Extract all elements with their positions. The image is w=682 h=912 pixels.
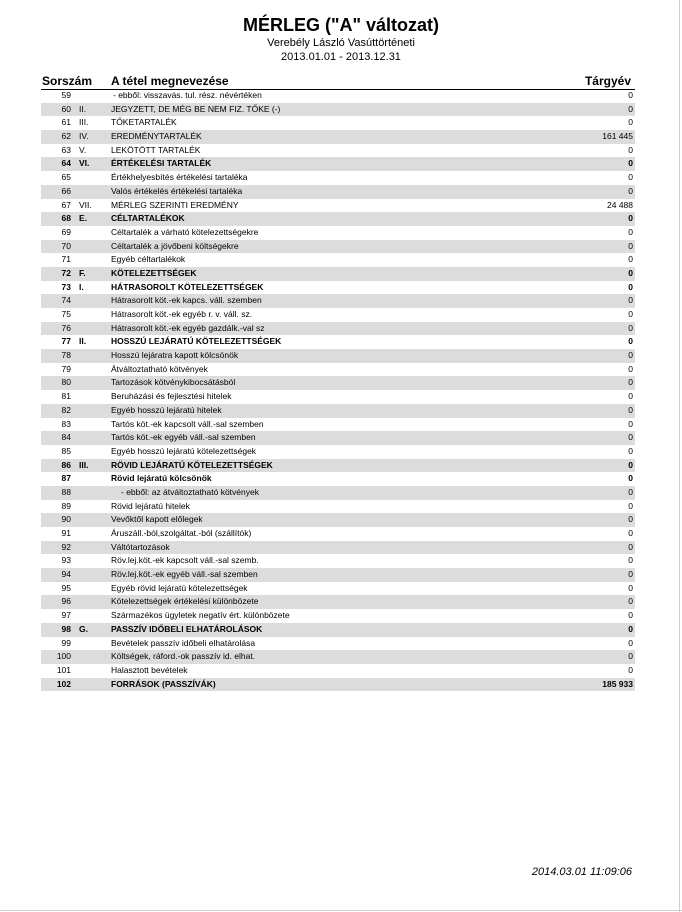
row-value: 0: [628, 569, 633, 580]
row-value: 0: [628, 391, 633, 402]
row-number: 62: [61, 131, 71, 142]
row-number: 76: [61, 322, 71, 333]
row-section: E.: [79, 213, 88, 224]
row-value: 0: [628, 432, 633, 443]
row-item-name: Értékhelyesbítés értékelési tartaléka: [111, 172, 248, 183]
table-row: [41, 349, 635, 363]
row-section: IV.: [79, 131, 89, 142]
row-section: VI.: [79, 158, 90, 169]
row-section: VII.: [79, 199, 92, 210]
table-row: [41, 554, 635, 568]
row-section: III.: [79, 459, 89, 470]
row-value: 0: [628, 117, 633, 128]
row-number: 91: [61, 528, 71, 538]
print-timestamp: 2014.03.01 11:09:06: [531, 866, 632, 878]
row-value: 0: [628, 240, 633, 251]
row-item-name: Beruházási és fejlesztési hitelek: [111, 391, 232, 402]
row-value: 0: [628, 623, 633, 634]
row-item-name: EREDMÉNYTARTALÉK: [111, 131, 202, 142]
row-item-name: Tartós köt.-ek kapcsolt váll.-sal szemben: [111, 418, 264, 429]
table-row: [41, 637, 635, 651]
table-row: [41, 513, 635, 527]
row-value: 0: [628, 158, 633, 169]
table-row: [41, 664, 635, 678]
row-item-name: Röv.lej.köt.-ek egyéb váll.-sal szemben: [111, 569, 258, 580]
row-number: 59: [61, 90, 71, 100]
row-number: 75: [61, 309, 71, 319]
row-item-name: CÉLTARTALÉKOK: [111, 213, 185, 224]
table-row: [41, 500, 635, 514]
row-item-name: Céltartalék a jövőbeni költségekre: [111, 240, 239, 251]
row-number: 101: [56, 664, 71, 675]
row-number: 95: [61, 582, 71, 593]
table-row: [41, 294, 635, 308]
row-item-name: KÖTELEZETTSÉGEK: [111, 267, 197, 278]
row-value: 0: [628, 172, 633, 183]
table-row: [41, 322, 635, 336]
row-value: 24 488: [607, 199, 633, 210]
table-row: [41, 541, 635, 555]
row-item-name: - ebből: visszavás. tul. rész. névértéken: [113, 90, 262, 100]
row-number: 96: [61, 596, 71, 607]
row-value: 0: [628, 610, 633, 621]
row-number: 93: [61, 555, 71, 566]
row-value: 0: [628, 363, 633, 374]
row-item-name: FORRÁSOK (PASSZÍVÁK): [111, 678, 216, 689]
row-value: 0: [628, 90, 633, 100]
row-section: III.: [79, 117, 89, 128]
row-value: 0: [628, 336, 633, 347]
column-header-number: Sorszám: [42, 74, 93, 88]
row-item-name: Egyéb hosszú lejáratú hitelek: [111, 404, 222, 415]
report-period: 2013.01.01 - 2013.12.31: [281, 51, 401, 63]
row-section: II.: [79, 103, 87, 114]
row-value: 0: [628, 418, 633, 429]
table-row: [41, 363, 635, 377]
row-number: 90: [61, 514, 71, 525]
row-number: 74: [61, 295, 71, 306]
row-item-name: Tartozások kötvénykibocsátásból: [111, 377, 236, 388]
column-header-row: [41, 73, 635, 90]
row-number: 87: [61, 473, 71, 484]
row-number: 67: [61, 199, 71, 210]
row-item-name: JEGYZETT, DE MÉG BE NEM FIZ. TŐKE (-): [111, 103, 281, 114]
row-number: 92: [61, 541, 71, 552]
table-row: [41, 157, 635, 171]
organization-name: Verebély László Vasúttörténeti: [267, 37, 415, 49]
row-item-name: Származékos ügyletek negatív ért. különbözete: [111, 610, 290, 621]
row-number: 82: [61, 404, 71, 415]
row-item-name: RÖVID LEJÁRATÚ KÖTELEZETTSÉGEK: [111, 459, 273, 470]
table-row: [41, 185, 635, 199]
row-number: 60: [61, 103, 71, 114]
row-item-name: Rövid lejáratú hitelek: [111, 500, 190, 511]
row-item-name: HÁTRASOROLT KÖTELEZETTSÉGEK: [111, 281, 264, 292]
row-value: 0: [628, 459, 633, 470]
row-number: 79: [61, 363, 71, 374]
table-row: [41, 459, 635, 473]
table-row: [41, 130, 635, 144]
table-row: [41, 445, 635, 459]
row-number: 88: [61, 486, 71, 497]
row-section: II.: [79, 336, 87, 347]
row-item-name: Bevételek passzív időbeli elhatárolása: [111, 637, 256, 648]
table-row: [41, 144, 635, 158]
table-row: [41, 103, 635, 117]
row-item-name: Hátrasorolt köt.-ek kapcs. váll. szemben: [111, 295, 262, 306]
page-edge-bottom: [0, 910, 682, 911]
row-value: 0: [628, 664, 633, 675]
row-value: 0: [628, 528, 633, 538]
row-value: 0: [628, 267, 633, 278]
row-number: 98: [61, 623, 71, 634]
table-row: [41, 171, 635, 185]
row-value: 0: [628, 473, 633, 484]
row-item-name: Halasztott bevételek: [111, 664, 188, 675]
row-section: V.: [79, 144, 87, 155]
page-edge-right: [679, 0, 680, 912]
row-number: 80: [61, 377, 71, 388]
report-header: [0, 14, 682, 64]
row-value: 0: [628, 582, 633, 593]
column-header-value: Tárgyév: [584, 74, 631, 88]
row-value: 0: [628, 555, 633, 566]
row-section: F.: [79, 267, 86, 278]
row-item-name: Költségek, ráford.-ok passzív id. elhat.: [111, 651, 256, 662]
row-number: 64: [61, 158, 71, 169]
row-value: 0: [628, 377, 633, 388]
table-row: [41, 472, 635, 486]
table-row: [41, 568, 635, 582]
table-row: [41, 650, 635, 664]
row-value: 0: [628, 404, 633, 415]
row-item-name: Átváltoztatható kötvények: [111, 363, 208, 374]
table-row: [41, 418, 635, 432]
row-item-name: Rövid lejáratú kölcsönök: [111, 473, 212, 484]
row-number: 63: [61, 144, 71, 155]
row-number: 72: [61, 267, 71, 278]
row-number: 83: [61, 418, 71, 429]
row-value: 0: [628, 103, 633, 114]
row-value: 0: [628, 254, 633, 265]
table-row: [41, 390, 635, 404]
row-number: 65: [61, 172, 71, 183]
row-number: 97: [61, 610, 71, 621]
row-number: 85: [61, 445, 71, 456]
table-row: [41, 609, 635, 623]
column-header-name: A tétel megnevezése: [111, 74, 229, 88]
row-value: 0: [628, 596, 633, 607]
row-value: 161 445: [602, 131, 633, 142]
row-value: 0: [628, 226, 633, 237]
row-value: 0: [628, 213, 633, 224]
row-number: 99: [61, 637, 71, 648]
row-section: I.: [79, 281, 84, 292]
table-row: [41, 486, 635, 500]
row-item-name: Egyéb hosszú lejáratú kötelezettségek: [111, 445, 257, 456]
table-row: [41, 582, 635, 596]
table-row: [41, 595, 635, 609]
row-number: 71: [61, 254, 71, 265]
row-value: 0: [628, 651, 633, 662]
row-item-name: Hosszú lejáratra kapott kölcsönök: [111, 350, 239, 361]
row-value: 0: [628, 514, 633, 525]
row-number: 94: [61, 569, 71, 580]
row-item-name: Röv.lej.köt.-ek kapcsolt váll.-sal szemb.: [111, 555, 259, 566]
row-value: 0: [628, 281, 633, 292]
row-number: 61: [61, 117, 71, 128]
table-row: [41, 212, 635, 226]
row-item-name: Egyéb rövid lejáratú kötelezettségek: [111, 582, 248, 593]
row-number: 68: [61, 213, 71, 224]
row-value: 0: [628, 144, 633, 155]
row-number: 86: [61, 459, 71, 470]
row-value: 0: [628, 295, 633, 306]
table-row: [41, 308, 635, 322]
table-row: [41, 253, 635, 267]
row-item-name: LEKÖTÖTT TARTALÉK: [111, 144, 201, 155]
row-item-name: Egyéb céltartalékok: [111, 254, 186, 265]
row-item-name: Hátrasorolt köt.-ek egyéb r. v. váll. sz.: [111, 309, 253, 319]
row-value: 0: [628, 637, 633, 648]
row-number: 77: [61, 336, 71, 347]
row-number: 78: [61, 350, 71, 361]
row-number: 100: [56, 651, 71, 662]
row-number: 84: [61, 432, 71, 443]
row-value: 0: [628, 185, 633, 196]
row-item-name: Céltartalék a várható kötelezettségekre: [111, 226, 259, 237]
row-number: 69: [61, 226, 71, 237]
table-row: [41, 623, 635, 637]
row-item-name: ÉRTÉKELÉSI TARTALÉK: [111, 158, 212, 169]
table-row: [41, 678, 635, 692]
row-value: 0: [628, 322, 633, 333]
row-item-name: Kötelezettségek értékelési különbözete: [111, 596, 259, 607]
row-value: 0: [628, 500, 633, 511]
row-item-name: Áruszáll.-ból,szolgáltat.-ból (szállítók): [111, 528, 252, 538]
row-item-name: Vevőktől kapott előlegek: [111, 514, 203, 525]
row-number: 81: [61, 391, 71, 402]
row-item-name: Hátrasorolt köt.-ek egyéb gazdálk.-val sz: [111, 322, 265, 333]
table-row: [41, 431, 635, 445]
row-number: 89: [61, 500, 71, 511]
row-item-name: Váltótartozások: [111, 541, 170, 552]
row-number: 73: [61, 281, 71, 292]
row-item-name: Valós értékelés értékelési tartaléka: [111, 185, 243, 196]
row-item-name: PASSZÍV IDŐBELI ELHATÁROLÁSOK: [111, 623, 263, 634]
row-section: G.: [79, 623, 88, 634]
table-row: [41, 199, 635, 213]
row-item-name: - ebből: az átváltoztatható kötvények: [121, 486, 259, 497]
table-row: [41, 335, 635, 349]
row-value: 0: [628, 445, 633, 456]
row-item-name: MÉRLEG SZERINTI EREDMÉNY: [111, 199, 239, 210]
balance-table: [41, 89, 635, 691]
row-number: 66: [61, 185, 71, 196]
row-item-name: HOSSZÚ LEJÁRATÚ KÖTELEZETTSÉGEK: [111, 336, 282, 347]
table-row: [41, 116, 635, 130]
row-item-name: Tartós köt.-ek egyéb váll.-sal szemben: [111, 432, 256, 443]
table-row: [41, 527, 635, 541]
table-row: [41, 226, 635, 240]
table-row: [41, 376, 635, 390]
table-row: [41, 281, 635, 295]
row-value: 0: [628, 486, 633, 497]
report-title: MÉRLEG ("A" változat): [242, 15, 440, 35]
table-row: [41, 89, 635, 103]
row-value: 0: [628, 541, 633, 552]
row-item-name: TŐKETARTALÉK: [111, 117, 177, 128]
row-value: 0: [628, 309, 633, 319]
row-value: 185 933: [602, 678, 633, 689]
row-value: 0: [628, 350, 633, 361]
table-row: [41, 267, 635, 281]
table-row: [41, 404, 635, 418]
row-number: 70: [61, 240, 71, 251]
table-row: [41, 240, 635, 254]
row-number: 102: [56, 678, 71, 689]
